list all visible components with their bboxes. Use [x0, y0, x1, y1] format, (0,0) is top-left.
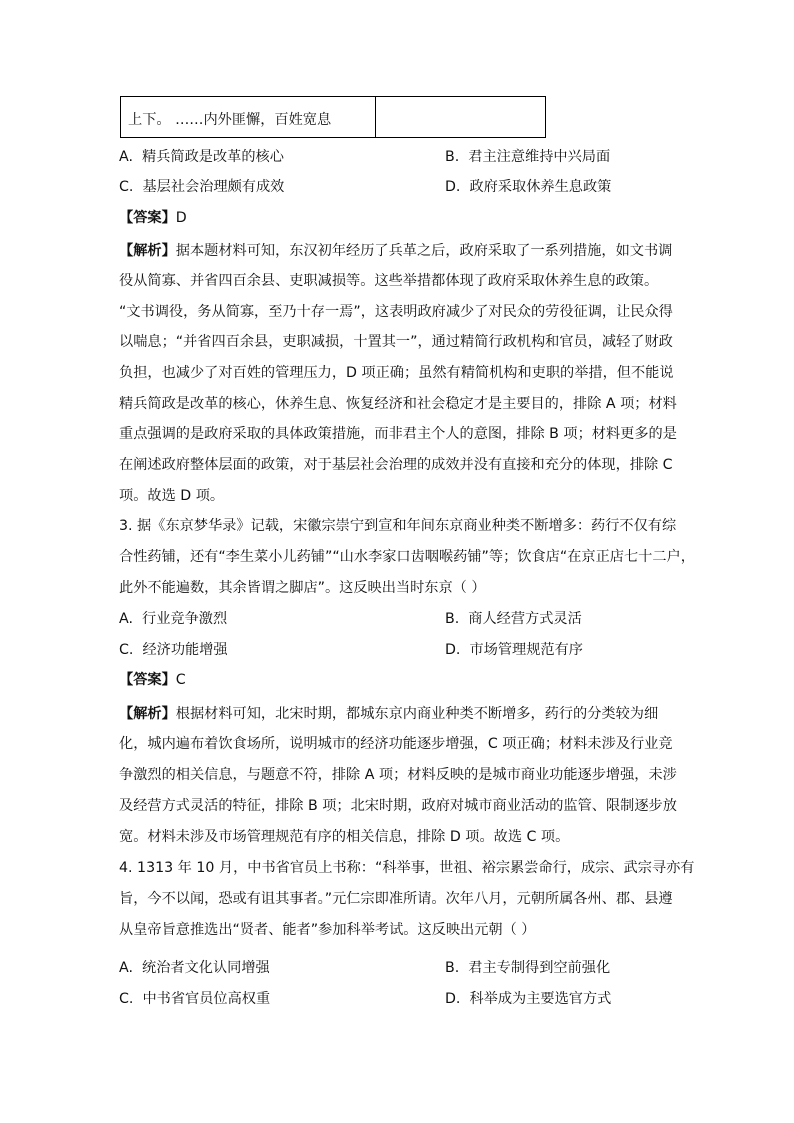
material-table-fragment	[120, 96, 546, 138]
q4-stem-line: 从皇帝旨意推选出“贤者、能者”参加科举考试。这反映出元朝（ ）	[119, 922, 536, 938]
option-letter: A.	[119, 149, 133, 165]
table-cell-text: 上下。 ……内外匪懈，百姓宽息	[128, 112, 332, 128]
option-letter: D.	[445, 179, 461, 195]
option-text: 基层社会治理颇有成效	[142, 179, 285, 195]
q2-analysis-line: 在阐述政府整体层面的政策，对于基层社会治理的成效并没有直接和充分的体现，排除 C	[119, 457, 673, 473]
q4-option-a	[119, 957, 270, 977]
option-letter: C.	[119, 179, 134, 195]
option-text: 商人经营方式灵活	[468, 611, 582, 627]
option-text: 君主注意维持中兴局面	[468, 149, 611, 165]
q3-analysis-line: 化，城内遍布着饮食场所，说明城市的经济功能逐步增强，C 项正确；材料未涉及行业竞	[119, 736, 673, 752]
answer-label: 【答案】	[119, 210, 176, 226]
q3-analysis-line: 及经营方式灵活的特征，排除 B 项；北宋时期，政府对城市商业活动的监管、限制逐步放	[119, 798, 677, 814]
q2-analysis-line: 役从简寡、并省四百余县、吏职减损等。这些举措都体现了政府采取休养生息的政策。	[119, 273, 659, 289]
answer-value: C	[175, 672, 186, 688]
option-text: 君主专制得到空前强化	[468, 960, 611, 976]
q2-analysis-line: 以喘息；“并省四百余县，吏职减损，十置其一”，通过精简行政机构和官员，减轻了财政	[119, 334, 673, 350]
q4-option-b	[445, 957, 610, 977]
q3-option-a	[119, 608, 227, 628]
answer-value: D	[175, 210, 187, 226]
option-text: 统治者文化认同增强	[142, 960, 270, 976]
option-text: 政府采取休养生息政策	[469, 179, 612, 195]
table-divider	[375, 97, 376, 137]
option-letter: A.	[119, 611, 133, 627]
q3-analysis-line: 宽。材料未涉及市场管理规范有序的相关信息，排除 D 项。故选 C 项。	[119, 829, 570, 845]
option-letter: D.	[445, 642, 461, 658]
q3-stem-line: 3. 据《东京梦华录》记载，宋徽宗崇宁到宣和年间东京商业种类不断增多：药行不仅有综	[119, 518, 677, 534]
q2-analysis-line: 负担，也减少了对百姓的管理压力，D 项正确；虽然有精简机构和吏职的举措，但不能说	[119, 365, 674, 381]
q3-stem-line: 合性药铺，还有“李生菜小儿药铺”“山水李家口齿咽喉药铺”等；饮食店“在京正店七十二户，	[119, 549, 695, 565]
q2-analysis-line: 重点强调的是政府采取的具体政策措施，而非君主个人的意图，排除 B 项；材料更多的是	[119, 426, 677, 442]
q2-answer	[119, 207, 187, 227]
analysis-label: 【解析】	[119, 243, 176, 259]
q2-option-b	[445, 146, 610, 166]
answer-label: 【答案】	[119, 672, 176, 688]
q2-option-a	[119, 146, 284, 166]
q3-option-b	[445, 608, 582, 628]
analysis-label: 【解析】	[119, 706, 176, 722]
q2-analysis-line: 精兵简政是改革的核心，休养生息、恢复经济和社会稳定才是主要目的，排除 A 项；材料	[119, 396, 677, 412]
q3-option-c	[119, 639, 228, 659]
q3-analysis-line: 争激烈的相关信息，与题意不符，排除 A 项；材料反映的是城市商业功能逐步增强，未涉	[119, 767, 677, 783]
option-text: 中书省官员位高权重	[142, 991, 271, 1007]
option-text: 经济功能增强	[142, 642, 228, 658]
option-letter: C.	[119, 642, 134, 658]
q3-analysis-line: 【解析】根据材料可知，北宋时期，都城东京内商业种类不断增多，药行的分类较为细	[119, 706, 659, 722]
q4-option-d	[445, 988, 611, 1008]
q2-option-d	[445, 176, 611, 196]
q2-analysis-line: “文书调役，务从简寡，至乃十存一焉”，这表明政府减少了对民众的劳役征调，让民众得	[119, 304, 673, 320]
q2-option-c	[119, 176, 284, 196]
option-letter: D.	[445, 991, 461, 1007]
q2-analysis-line: 【解析】据本题材料可知，东汉初年经历了兵革之后，政府采取了一系列措施，如文书调	[119, 243, 673, 259]
q2-analysis-line: 项。故选 D 项。	[119, 488, 225, 504]
q3-answer	[119, 669, 186, 689]
option-letter: B.	[445, 960, 460, 976]
q3-stem-line: 此外不能遍数，其余皆谓之脚店”。这反映出当时东京（ ）	[119, 580, 486, 596]
q4-stem-line: 旨，今不以闻，恐或有诅其事者。”元仁宗即准所请。次年八月，元朝所属各州、郡、县遵	[119, 891, 673, 907]
option-letter: C.	[119, 991, 134, 1007]
option-text: 行业竞争激烈	[142, 611, 228, 627]
option-letter: B.	[445, 149, 460, 165]
option-text: 精兵简政是改革的核心	[142, 149, 284, 165]
option-text: 科举成为主要选官方式	[469, 991, 612, 1007]
option-text: 市场管理规范有序	[469, 642, 583, 658]
option-letter: B.	[445, 611, 460, 627]
option-letter: A.	[119, 960, 133, 976]
q3-option-d	[445, 639, 583, 659]
q4-stem-line: 4. 1313 年 10 月，中书省官员上书称：“科举事，世祖、裕宗累尝命行，成宗、武宗寻亦有	[119, 860, 695, 876]
q4-option-c	[119, 988, 270, 1008]
